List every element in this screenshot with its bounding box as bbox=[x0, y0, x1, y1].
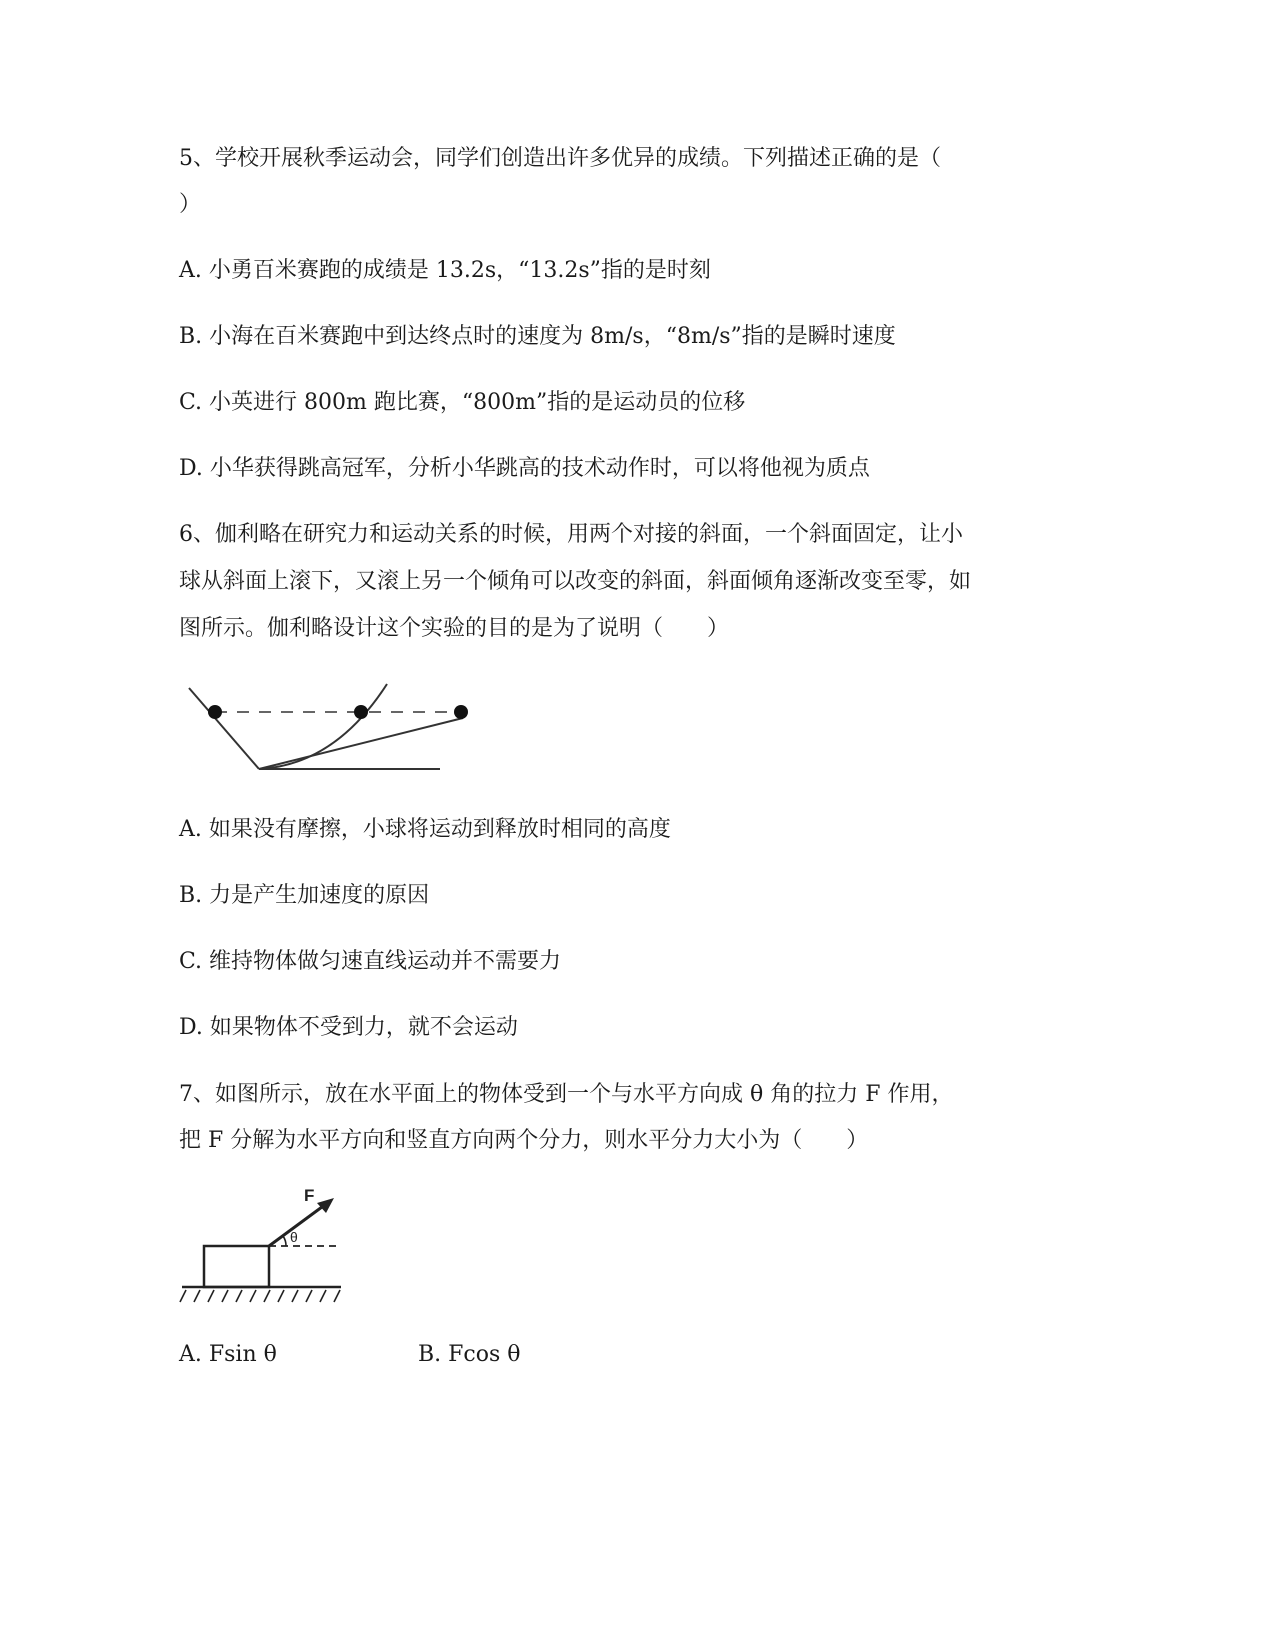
q6-stem-line2: 球从斜面上滚下，又滚上另一个倾角可以改变的斜面，斜面倾角逐渐改变至零，如 bbox=[179, 569, 972, 594]
q5-stem-line2: ） bbox=[179, 192, 202, 217]
q5-stem-line1: 5、学校开展秋季运动会，同学们创造出许多优异的成绩。下列描述正确的是（ bbox=[179, 146, 941, 171]
q6-option-d: D. 如果物体不受到力，就不会运动 bbox=[179, 1015, 518, 1040]
angle-arc bbox=[283, 1236, 286, 1246]
q5-option-b: B. 小海在百米赛跑中到达终点时的速度为 8m/s，“8m/s”指的是瞬时速度 bbox=[179, 324, 896, 349]
q6-option-a: A. 如果没有摩擦，小球将运动到释放时相同的高度 bbox=[179, 817, 671, 842]
q5-option-a: A. 小勇百米赛跑的成绩是 13.2s，“13.2s”指的是时刻 bbox=[179, 258, 711, 283]
force-label: F bbox=[304, 1186, 315, 1205]
q6-incline-figure bbox=[185, 680, 485, 780]
q7-stem-line2: 把 F 分解为水平方向和竖直方向两个分力，则水平分力大小为（ ） bbox=[179, 1128, 869, 1153]
q7-stem-line1: 7、如图所示，放在水平面上的物体受到一个与水平方向成 θ 角的拉力 F 作用， bbox=[179, 1082, 954, 1107]
angle-label: θ bbox=[290, 1229, 298, 1245]
fixed-incline bbox=[189, 688, 259, 769]
ground-hatching bbox=[180, 1290, 340, 1302]
steep-incline bbox=[259, 684, 387, 769]
ball-middle bbox=[354, 705, 368, 719]
q5-option-d: D. 小华获得跳高冠军，分析小华跳高的技术动作时，可以将他视为质点 bbox=[179, 456, 870, 481]
q6-option-b: B. 力是产生加速度的原因 bbox=[179, 883, 430, 908]
shallow-incline bbox=[259, 718, 463, 769]
q6-stem-line1: 6、伽利略在研究力和运动关系的时候，用两个对接的斜面，一个斜面固定，让小 bbox=[179, 522, 963, 547]
q7-option-b: B. Fcos θ bbox=[418, 1342, 521, 1367]
q6-stem-line3: 图所示。伽利略设计这个实验的目的是为了说明（ ） bbox=[179, 616, 730, 641]
ball-end bbox=[454, 705, 468, 719]
ball-start bbox=[208, 705, 222, 719]
q7-force-figure bbox=[176, 1184, 351, 1309]
q7-option-a: A. Fsin θ bbox=[179, 1342, 277, 1367]
block bbox=[204, 1246, 269, 1287]
q6-option-c: C. 维持物体做匀速直线运动并不需要力 bbox=[179, 949, 562, 974]
force-arrow-head bbox=[317, 1198, 334, 1213]
q5-option-c: C. 小英进行 800m 跑比赛，“800m”指的是运动员的位移 bbox=[179, 390, 746, 415]
